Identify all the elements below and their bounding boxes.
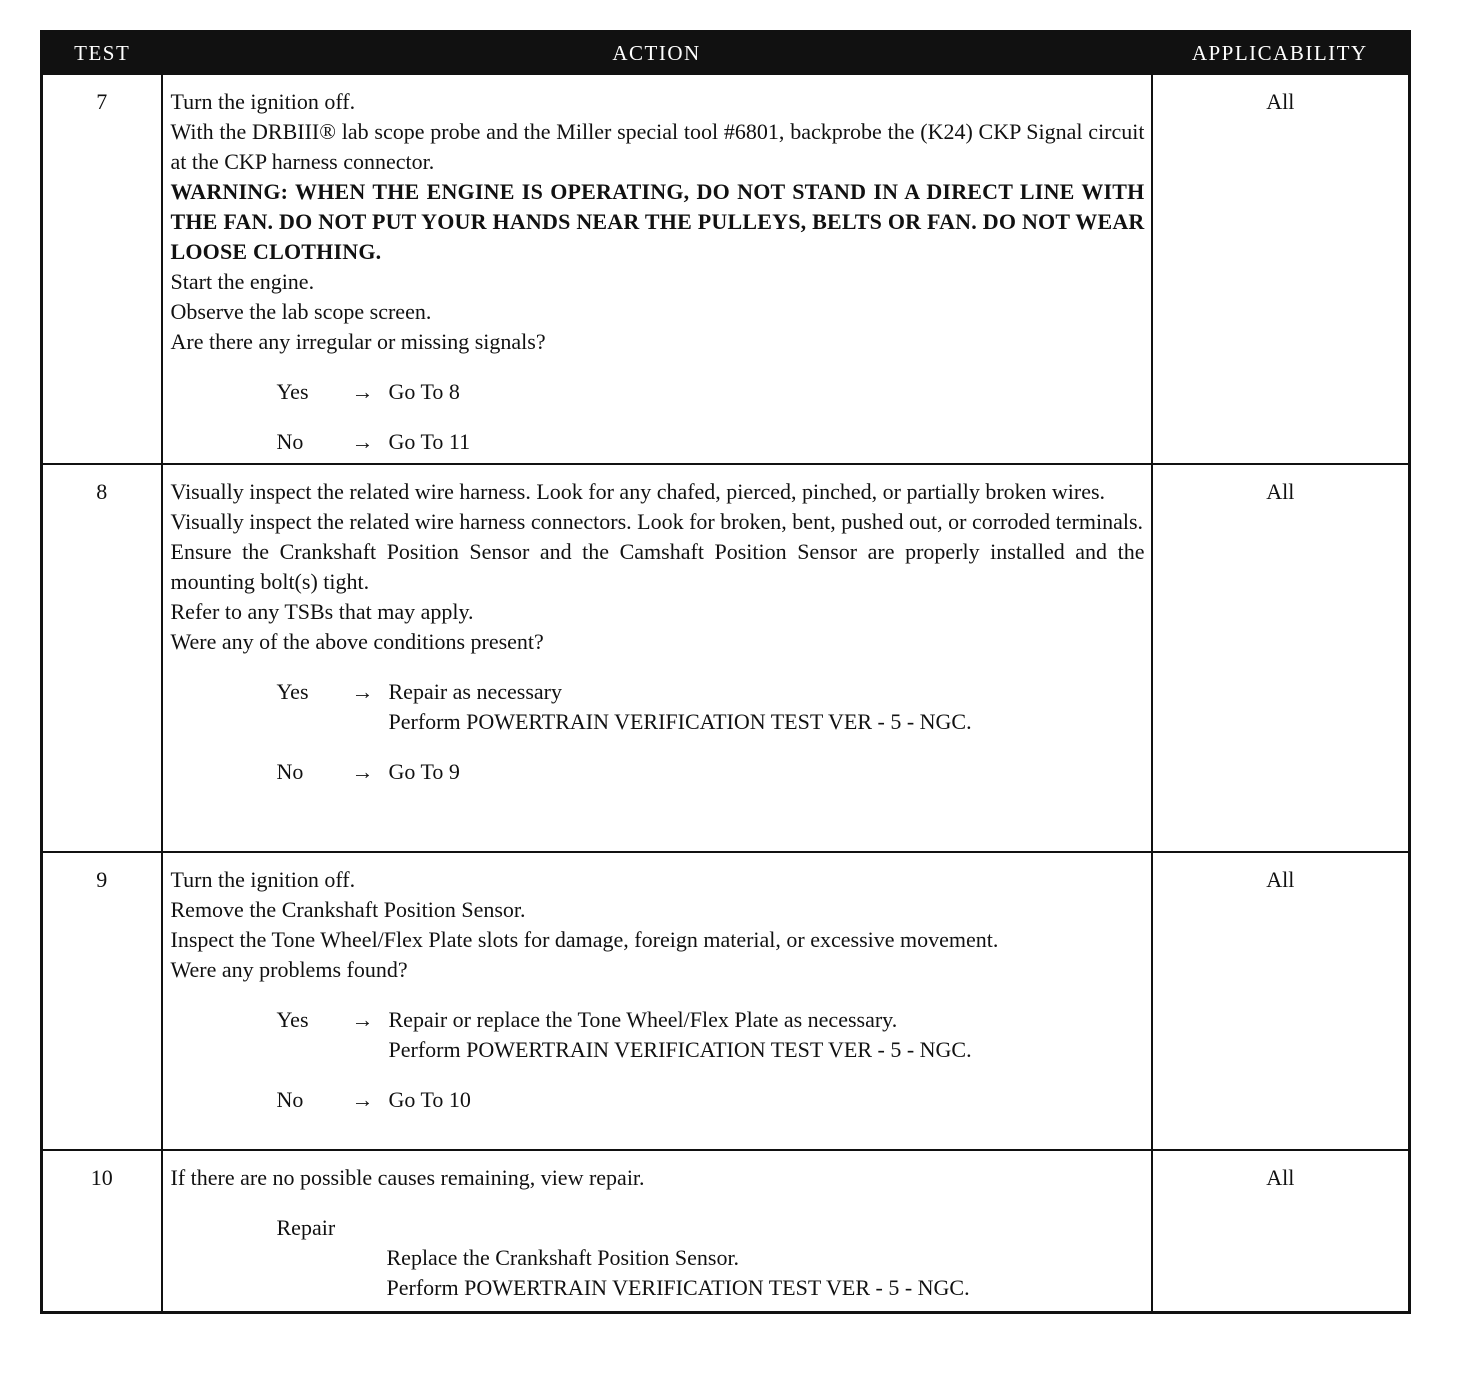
no-branch <box>171 427 1145 457</box>
action-line: Observe the lab scope screen. <box>170 299 432 324</box>
action-cell <box>162 74 1152 464</box>
table-header-row <box>42 32 1410 75</box>
header-action: ACTION <box>162 32 1152 75</box>
action-line: If there are no possible causes remaining, view repair. <box>170 1165 645 1190</box>
table-row <box>42 464 1410 852</box>
action-line: Refer to any TSBs that may apply. <box>170 599 474 624</box>
action-line: Visually inspect the related wire harness. Look for any chafed, pierced, pinched, or partially broken wires. <box>170 479 1106 504</box>
applicability-value: All <box>1152 852 1410 1150</box>
branch-list <box>171 677 1145 787</box>
branch-label: No <box>276 1087 304 1112</box>
action-cell <box>162 852 1152 1150</box>
table-row <box>42 1150 1410 1313</box>
arrow-icon: → <box>351 1007 374 1032</box>
no-branch <box>171 1085 1145 1115</box>
branch-result: Go To 9 <box>388 759 460 784</box>
result-line: Repair as necessary <box>388 679 562 704</box>
action-line: Start the engine. <box>170 269 315 294</box>
branch-label: Yes <box>276 679 309 704</box>
diagnostic-document <box>40 30 1408 1314</box>
action-cell <box>162 1150 1152 1313</box>
result-line: Perform POWERTRAIN VERIFICATION TEST VER - 5 - NGC. <box>388 1037 972 1062</box>
action-line: Ensure the Crankshaft Position Sensor and the Camshaft Position Sensor are properly installed and the mounting bolt(s) tight. <box>170 539 1145 594</box>
diagnostic-table <box>40 30 1411 1314</box>
yes-branch <box>171 677 1145 737</box>
test-number: 7 <box>42 74 162 464</box>
action-line: Turn the ignition off. <box>170 867 356 892</box>
branch-label: No <box>276 429 304 454</box>
action-line: Were any problems found? <box>170 957 408 982</box>
action-line: Turn the ignition off. <box>170 89 356 114</box>
branch-label: Yes <box>276 1007 309 1032</box>
branch-result: Go To 11 <box>388 429 471 454</box>
action-cell <box>162 464 1152 852</box>
warning-text: WARNING: WHEN THE ENGINE IS OPERATING, DO NOT STAND IN A DIRECT LINE WITH THE FAN. DO NOT PUT YOUR HANDS NEAR THE PULLEYS, BELTS OR FAN. DO NOT WEAR LOOSE CLOTHING. <box>170 179 1145 264</box>
arrow-icon: → <box>351 759 374 784</box>
no-branch <box>171 757 1145 787</box>
applicability-value: All <box>1152 1150 1410 1313</box>
action-line: Remove the Crankshaft Position Sensor. <box>170 897 526 922</box>
arrow-icon: → <box>351 1087 374 1112</box>
action-line: With the DRBIII® lab scope probe and the Miller special tool #6801, backprobe the (K24) CKP Signal circuit at the CKP harness connector. <box>170 119 1145 174</box>
action-line: Inspect the Tone Wheel/Flex Plate slots for damage, foreign material, or excessive movement. <box>170 927 999 952</box>
repair-line: Perform POWERTRAIN VERIFICATION TEST VER - 5 - NGC. <box>386 1275 970 1300</box>
applicability-value: All <box>1152 74 1410 464</box>
table-row <box>42 74 1410 464</box>
branch-result <box>389 1005 1145 1065</box>
applicability-value: All <box>1152 464 1410 852</box>
action-line: Visually inspect the related wire harness connectors. Look for broken, bent, pushed out, or corroded terminals. <box>170 509 1144 534</box>
arrow-icon: → <box>351 379 374 404</box>
branch-result <box>389 677 1145 737</box>
test-number: 9 <box>42 852 162 1150</box>
branch-list <box>171 377 1145 457</box>
branch-list <box>171 1005 1145 1115</box>
repair-lines <box>387 1243 1145 1303</box>
arrow-icon: → <box>351 429 374 454</box>
action-line: Are there any irregular or missing signals? <box>170 329 546 354</box>
branch-result: Go To 8 <box>388 379 460 404</box>
repair-label: Repair <box>276 1215 336 1240</box>
table-row <box>42 852 1410 1150</box>
test-number: 10 <box>42 1150 162 1313</box>
action-line: Were any of the above conditions present? <box>170 629 544 654</box>
branch-result: Go To 10 <box>388 1087 471 1112</box>
repair-block <box>171 1213 1145 1303</box>
result-line: Perform POWERTRAIN VERIFICATION TEST VER - 5 - NGC. <box>388 709 972 734</box>
branch-label: Yes <box>276 379 309 404</box>
test-number: 8 <box>42 464 162 852</box>
repair-line: Replace the Crankshaft Position Sensor. <box>386 1245 740 1270</box>
header-applicability: APPLICABILITY <box>1152 32 1410 75</box>
branch-label: No <box>276 759 304 784</box>
arrow-icon: → <box>351 679 374 704</box>
result-line: Repair or replace the Tone Wheel/Flex Plate as necessary. <box>388 1007 898 1032</box>
yes-branch <box>171 377 1145 407</box>
header-test: TEST <box>42 32 162 75</box>
yes-branch <box>171 1005 1145 1065</box>
